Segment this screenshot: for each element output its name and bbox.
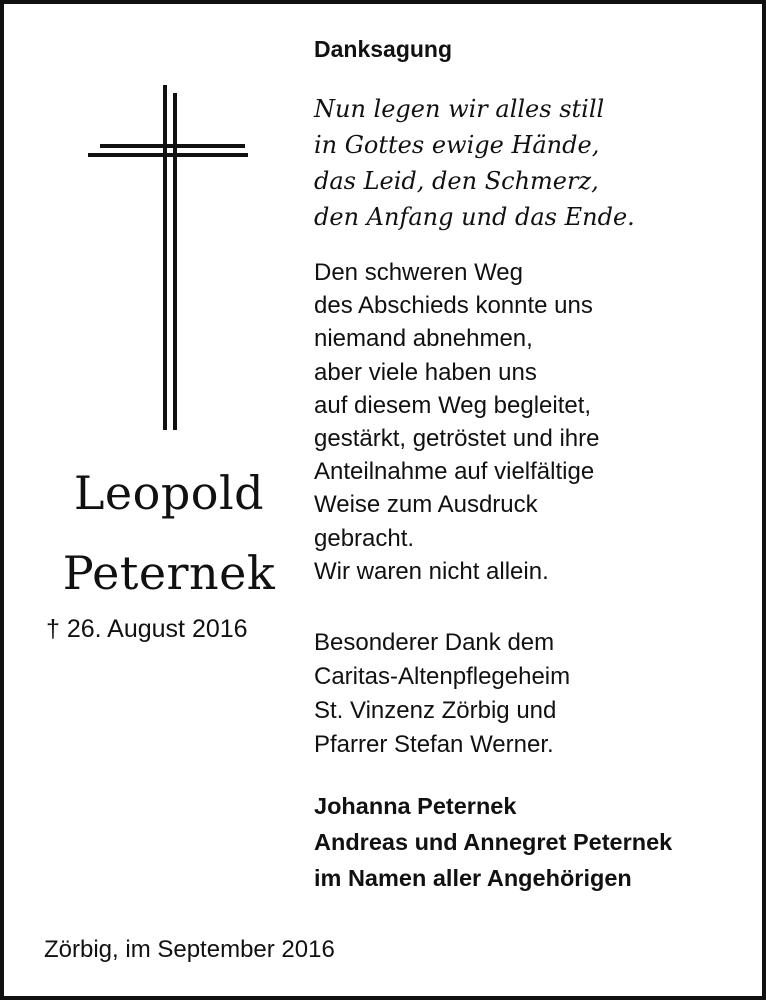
signature-line: Andreas und Annegret Peternek: [314, 829, 673, 855]
poem-line: das Leid, den Schmerz,: [314, 167, 599, 195]
body-line: niemand abnehmen,: [314, 325, 533, 353]
thank-you-text: [314, 256, 754, 588]
place-and-date: Zörbig, im September 2016: [44, 936, 335, 963]
poem-line: den Anfang und das Ende.: [314, 203, 635, 231]
deceased-first-name: Leopold: [73, 466, 265, 520]
thanks-line: Pfarrer Stefan Werner.: [314, 731, 554, 758]
deceased-last-name: Peternek: [62, 546, 276, 600]
body-line: gestärkt, getröstet und ihre: [314, 425, 600, 453]
poem: [314, 91, 754, 235]
body-line: des Abschieds konnte uns: [314, 292, 593, 320]
body-line: Weise zum Ausdruck: [314, 491, 538, 519]
signature-line: im Namen aller Angehörigen: [314, 865, 632, 891]
body-line: Den schweren Weg: [314, 259, 523, 286]
notice-heading: Danksagung: [314, 36, 453, 62]
cross-icon: [88, 85, 248, 435]
body-line: aber viele haben uns: [314, 358, 537, 386]
body-line: auf diesem Weg begleitet,: [314, 391, 592, 419]
special-thanks: [314, 626, 754, 762]
death-date: † 26. August 2016: [46, 615, 248, 643]
thanks-line: Caritas-Altenpflegeheim: [314, 663, 571, 690]
thanks-line: St. Vinzenz Zörbig und: [314, 697, 557, 724]
signatures: [314, 788, 754, 896]
body-line: Wir waren nicht allein.: [314, 557, 549, 585]
signature-line: Johanna Peternek: [314, 793, 517, 819]
thanks-line: Besonderer Dank dem: [314, 629, 555, 656]
poem-line: in Gottes ewige Hände,: [314, 131, 600, 159]
poem-line: Nun legen wir alles still: [314, 95, 605, 123]
body-line: Anteilnahme auf vielfältige: [314, 458, 595, 486]
body-line: gebracht.: [314, 524, 415, 552]
